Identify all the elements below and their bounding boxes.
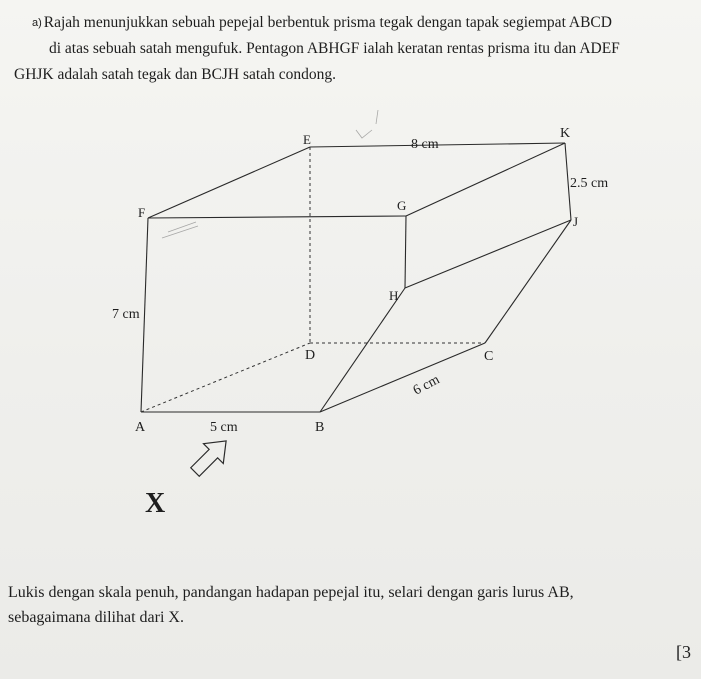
label-C: C (484, 349, 494, 364)
edge-AD (141, 343, 310, 412)
edge-HJ (405, 220, 571, 288)
label-B: B (315, 420, 325, 435)
edge-FG (148, 216, 406, 218)
intro-line-1: a) Rajah menunjukkan sebuah pepejal berbentuk prisma tegak dengan tapak segiempat ABCD (32, 14, 612, 31)
label-G: G (397, 198, 407, 213)
dim-KJ: 2.5 cm (570, 176, 609, 191)
label-K: K (560, 126, 571, 141)
question-number: a) (32, 17, 42, 29)
edge-BH (320, 288, 405, 412)
instruction-line-2: sebagaimana dilihat dari X. (8, 609, 184, 626)
edge-CJ (485, 220, 571, 343)
dim-AF: 7 cm (112, 307, 140, 322)
dim-AB: 5 cm (210, 420, 238, 435)
label-E: E (303, 132, 311, 147)
marks-label: [3 (676, 642, 691, 662)
dim-EK: 8 cm (411, 137, 439, 152)
instruction-line-1: Lukis dengan skala penuh, pandangan hadapan pepejal itu, selari dengan garis lurus AB, (8, 584, 574, 601)
dim-BC: 6 cm (410, 372, 443, 399)
pencil-marks (162, 110, 378, 238)
label-A: A (135, 420, 146, 435)
label-F: F (138, 205, 146, 220)
view-label-X: X (145, 488, 166, 519)
label-H: H (389, 288, 399, 303)
edge-FE (148, 147, 310, 218)
edge-HG (405, 216, 406, 288)
edge-BC (320, 343, 485, 412)
label-J: J (573, 214, 579, 229)
question-instruction (8, 580, 698, 630)
edge-FA (141, 218, 148, 412)
view-arrow-icon (185, 431, 236, 482)
solid-edges (141, 143, 571, 412)
label-D: D (305, 348, 316, 363)
intro-line-3: GHJK adalah satah tegak dan BCJH satah condong. (14, 66, 336, 83)
edge-GK (406, 143, 565, 216)
intro-line-2: di atas sebuah satah mengufuk. Pentagon ABHGF ialah keratan rentas prisma itu dan ADEF (49, 40, 620, 57)
